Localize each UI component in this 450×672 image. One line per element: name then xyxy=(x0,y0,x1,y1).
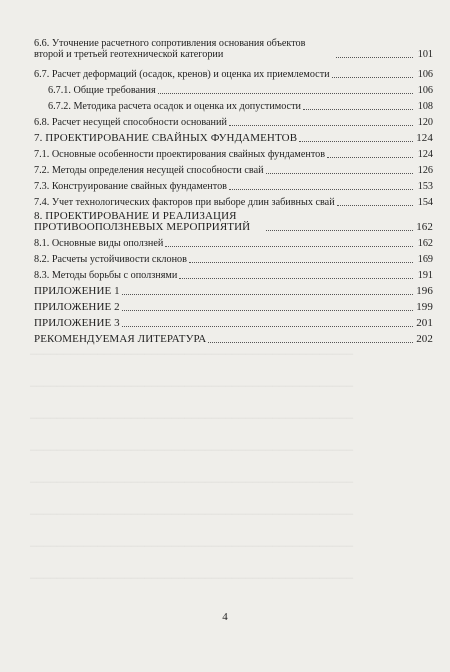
toc-entry-title: 6.7.1. Общие требования xyxy=(48,85,156,96)
toc-entry-title: 7.4. Учет технологических факторов при выборе длин забивных свай xyxy=(34,197,335,208)
toc-entry-title: 7.1. Основные особенности проектирования свайных фундаментов xyxy=(34,149,326,160)
toc-entry-page: 124 xyxy=(417,149,433,160)
toc-entry-title: РЕКОМЕНДУЕМАЯ ЛИТЕРАТУРА xyxy=(34,333,207,345)
toc-leader-dots xyxy=(158,93,413,94)
toc-entry xyxy=(34,238,433,249)
toc-entry-page: 191 xyxy=(417,270,433,281)
toc-entry-page: 124 xyxy=(416,132,433,144)
toc-entry xyxy=(34,254,433,265)
toc-leader-dots xyxy=(303,109,413,110)
toc-entry-title: 6.8. Расчет несущей способности оснований xyxy=(34,117,227,128)
toc-entry-title: 8. ПРОЕКТИРОВАНИЕ И РЕАЛИЗАЦИЯ ПРОТИВООПОЛЗНЕВЫХ МЕРОПРИЯТИЙ xyxy=(34,210,251,233)
toc-entry-title: 6.7.2. Методика расчета осадок и оценка их допустимости xyxy=(48,101,301,112)
bleed-through-line: ──────────────────────────────────────────────── xyxy=(30,350,354,360)
toc-entry xyxy=(34,334,433,345)
toc-entry-title: 8.2. Расчеты устойчивости склонов xyxy=(34,254,187,265)
toc-entry xyxy=(34,197,433,208)
page-number: 4 xyxy=(222,611,228,623)
bleed-through-line: ──────────────────────────────────────────────── xyxy=(30,446,354,456)
toc-entry-page: 106 xyxy=(417,69,433,80)
toc-entry xyxy=(34,181,433,192)
bleed-through-line: ──────────────────────────────────────────────── xyxy=(30,542,354,552)
toc-entry xyxy=(34,133,433,144)
toc-leader-dots xyxy=(337,205,413,206)
bleed-through-line: ──────────────────────────────────────────────── xyxy=(30,382,354,392)
toc-leader-dots xyxy=(122,310,413,311)
toc-leader-dots xyxy=(266,230,413,231)
toc-leader-dots xyxy=(266,173,413,174)
toc-entry-title: 8.1. Основные виды оползней xyxy=(34,238,164,249)
toc-entry-page: 162 xyxy=(417,238,433,249)
toc-leader-dots xyxy=(122,326,413,327)
toc-entry xyxy=(48,85,433,96)
toc-entry-page: 120 xyxy=(417,117,433,128)
toc-leader-dots xyxy=(189,262,413,263)
toc-entry-page: 201 xyxy=(416,317,433,329)
toc-entry xyxy=(34,69,433,80)
toc-entry xyxy=(34,211,433,233)
toc-entry-title: 7.3. Конструирование свайных фундаментов xyxy=(34,181,227,192)
toc-entry-page: 162 xyxy=(416,221,433,233)
toc-entry-title: ПРИЛОЖЕНИЕ 2 xyxy=(34,301,120,313)
bleed-through-line: ──────────────────────────────────────────────── xyxy=(30,574,354,584)
toc-leader-dots xyxy=(332,77,413,78)
toc-entry-page: 101 xyxy=(417,49,433,60)
toc-entry xyxy=(34,149,433,160)
toc-entry-title: ПРИЛОЖЕНИЕ 1 xyxy=(34,285,120,297)
toc-entry-title: 6.7. Расчет деформаций (осадок, кренов) и оценка их приемлемости xyxy=(34,69,330,80)
toc-entry-page: 199 xyxy=(416,301,433,313)
toc-entry-title: 8.3. Методы борьбы с оползнями xyxy=(34,270,178,281)
toc-entry xyxy=(34,318,433,329)
toc-entry-title: ПРИЛОЖЕНИЕ 3 xyxy=(34,317,120,329)
toc-leader-dots xyxy=(179,278,413,279)
toc-leader-dots xyxy=(165,246,413,247)
toc-entry xyxy=(34,117,433,128)
toc-entry-title: 6.6. Уточнение расчетного сопротивления основания объектов второй и третьей геотехнической категории xyxy=(34,38,306,60)
toc-entry-page: 202 xyxy=(416,333,433,345)
toc-leader-dots xyxy=(327,157,413,158)
toc-entry-page: 169 xyxy=(417,254,433,265)
toc-entry-page: 106 xyxy=(417,85,433,96)
toc-leader-dots xyxy=(336,57,413,58)
toc-leader-dots xyxy=(122,294,413,295)
toc-entry-page: 154 xyxy=(417,197,433,208)
toc-leader-dots xyxy=(229,189,413,190)
toc-entry-page: 196 xyxy=(416,285,433,297)
toc-entry-page: 108 xyxy=(417,101,433,112)
bleed-through-line: ──────────────────────────────────────────────── xyxy=(30,414,354,424)
toc-leader-dots xyxy=(229,125,413,126)
toc-entry xyxy=(34,38,433,60)
toc-entry xyxy=(34,286,433,297)
toc-entry xyxy=(48,101,433,112)
toc-entry xyxy=(34,270,433,281)
toc-leader-dots xyxy=(299,141,413,142)
bleed-through-line: ──────────────────────────────────────────────── xyxy=(30,478,354,488)
toc-leader-dots xyxy=(208,342,413,343)
bleed-through-line: ──────────────────────────────────────────────── xyxy=(30,510,354,520)
toc-entry-page: 126 xyxy=(417,165,433,176)
toc-entry-page: 153 xyxy=(417,181,433,192)
toc-entry xyxy=(34,165,433,176)
toc-entry-title: 7. ПРОЕКТИРОВАНИЕ СВАЙНЫХ ФУНДАМЕНТОВ xyxy=(34,132,298,144)
toc-entry xyxy=(34,302,433,313)
toc-entry-title: 7.2. Методы определения несущей способности свай xyxy=(34,165,264,176)
